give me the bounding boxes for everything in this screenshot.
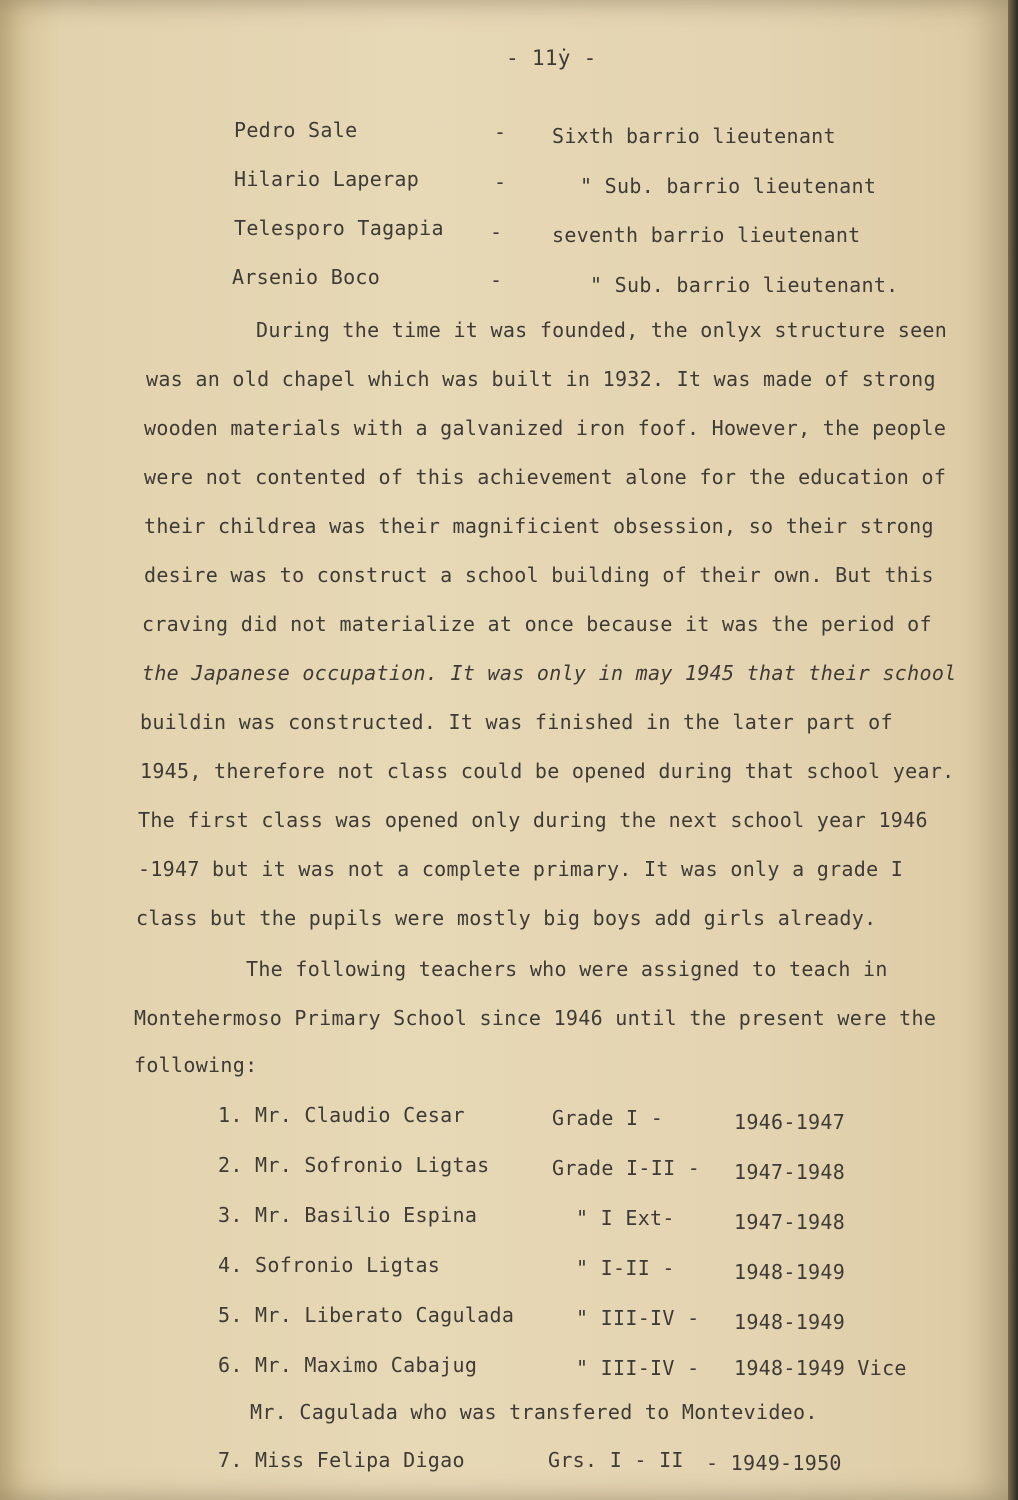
official-dash: - [490, 220, 503, 244]
paragraph-line: desire was to construct a school building of their own. But this [144, 563, 934, 587]
paragraph-line: craving did not materialize at once because it was the period of [142, 612, 932, 636]
official-role: " Sub. barrio lieutenant. [590, 273, 899, 297]
paragraph-line: were not contented of this achievement alone for the education of [144, 465, 947, 489]
paragraph-line: The following teachers who were assigned to teach in [246, 957, 888, 981]
paragraph-line: the Japanese occupation. It was only in may 1945 that their school [142, 661, 957, 685]
official-role: seventh barrio lieutenant [552, 223, 861, 247]
official-role: " Sub. barrio lieutenant [580, 174, 877, 198]
official-role: Sixth barrio lieutenant [552, 124, 836, 148]
official-name: Telesporo Tagapia [234, 216, 444, 240]
teacher-grade: " I-II - [576, 1256, 675, 1280]
teacher-grade: Grade I-II - [552, 1156, 701, 1180]
teacher-grade: " I Ext- [576, 1206, 675, 1230]
teacher-years: 1947-1948 [734, 1210, 846, 1234]
teacher-grade: " III-IV - [576, 1306, 700, 1330]
teacher-name: 1. Mr. Claudio Cesar [218, 1103, 465, 1127]
teacher-years: 1947-1948 [734, 1160, 846, 1184]
teacher-name: 7. Miss Felipa Digao [218, 1448, 465, 1472]
teacher-name: 3. Mr. Basilio Espina [218, 1203, 478, 1227]
paragraph-line: During the time it was founded, the onlyx structure seen [256, 318, 948, 342]
official-dash: - [494, 120, 507, 144]
teacher-years: 1948-1949 [734, 1260, 846, 1284]
teacher-years: 1946-1947 [734, 1110, 846, 1134]
teacher-grade: " III-IV - [576, 1356, 700, 1380]
teacher-years: - 1949-1950 [706, 1451, 842, 1475]
paragraph-line: wooden materials with a galvanized iron foof. However, the people [144, 416, 947, 440]
transfer-note: Mr. Cagulada who was transfered to Montevideo. [250, 1400, 818, 1424]
paragraph-line: was an old chapel which was built in 1932. It was made of strong [146, 367, 936, 391]
paragraph-line: Montehermoso Primary School since 1946 until the present were the [134, 1006, 937, 1030]
teacher-name: 6. Mr. Maximo Cabajug [218, 1353, 478, 1377]
page-edge-shadow [1008, 0, 1018, 1500]
teacher-name: 2. Mr. Sofronio Ligtas [218, 1153, 490, 1177]
paragraph-line: buildin was constructed. It was finished in the later part of [140, 710, 893, 734]
page-number: - 11ẏ - [506, 46, 597, 70]
paragraph-line: their childrea was their magnificient obsession, so their strong [144, 514, 934, 538]
paragraph-line: 1945, therefore not class could be opened during that school year. [140, 759, 955, 783]
paragraph-line: -1947 but it was not a complete primary. It was only a grade I [138, 857, 904, 881]
paragraph-line: following: [134, 1053, 258, 1077]
official-dash: - [494, 170, 507, 194]
official-name: Pedro Sale [234, 118, 358, 142]
official-dash: - [490, 268, 503, 292]
paragraph-line: The first class was opened only during the next school year 1946 [138, 808, 928, 832]
teacher-grade: Grade I - [552, 1106, 664, 1130]
teacher-years: 1948-1949 [734, 1310, 846, 1334]
paragraph-line: class but the pupils were mostly big boys add girls already. [136, 906, 877, 930]
teacher-years: 1948-1949 Vice [734, 1356, 907, 1380]
official-name: Hilario Laperap [234, 167, 420, 191]
teacher-name: 4. Sofronio Ligtas [218, 1253, 441, 1277]
teacher-name: 5. Mr. Liberato Cagulada [218, 1303, 515, 1327]
official-name: Arsenio Boco [232, 265, 381, 289]
teacher-grade: Grs. I - II [548, 1448, 684, 1472]
